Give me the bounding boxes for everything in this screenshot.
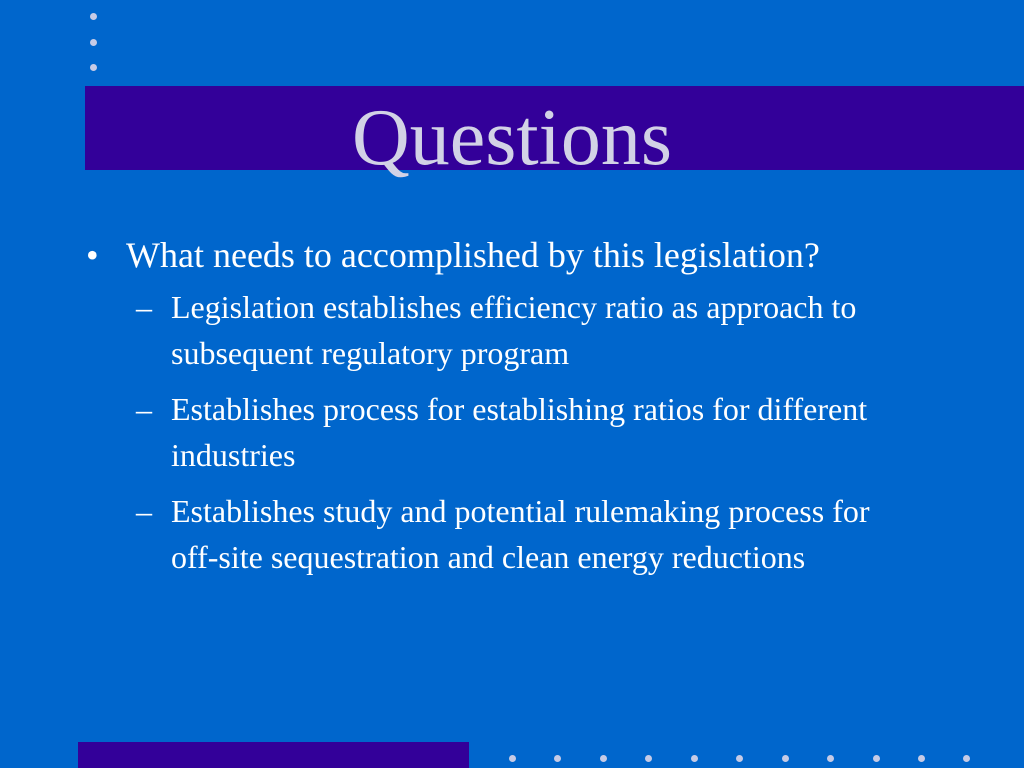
decor-dot-bottom-5 xyxy=(691,755,698,762)
decor-dot-bottom-2 xyxy=(554,755,561,762)
decor-dot-bottom-6 xyxy=(736,755,743,762)
decor-dot-bottom-3 xyxy=(600,755,607,762)
decor-dot-bottom-11 xyxy=(963,755,970,762)
decor-dot-top-2 xyxy=(90,39,97,46)
sub-bullet-text: Legislation establishes efficiency ratio as approach to subsequent regulatory program xyxy=(171,289,857,371)
bullet-text: What needs to accomplished by this legislation? xyxy=(126,235,820,275)
sub-bullet-item xyxy=(86,488,916,580)
sub-bullet-text: Establishes process for establishing ratios for different industries xyxy=(171,391,868,473)
decor-dot-bottom-9 xyxy=(873,755,880,762)
sub-bullet-marker: – xyxy=(136,289,152,325)
bottom-band xyxy=(78,742,469,768)
slide-title: Questions xyxy=(352,94,672,182)
sub-bullet-text: Establishes study and potential rulemaking process for off-site sequestration and clean energy reductions xyxy=(171,493,870,575)
sub-bullet-marker: – xyxy=(136,391,152,427)
bullet-item xyxy=(86,232,916,278)
decor-dot-bottom-8 xyxy=(827,755,834,762)
slide-body xyxy=(86,232,916,590)
decor-dot-bottom-7 xyxy=(782,755,789,762)
sub-bullet-item xyxy=(86,284,916,376)
decor-dot-bottom-10 xyxy=(918,755,925,762)
bullet-marker: • xyxy=(86,235,99,275)
sub-bullet-item xyxy=(86,386,916,478)
decor-dot-top-3 xyxy=(90,64,97,71)
decor-dot-bottom-4 xyxy=(645,755,652,762)
decor-dot-bottom-1 xyxy=(509,755,516,762)
decor-dot-top-1 xyxy=(90,13,97,20)
sub-bullet-marker: – xyxy=(136,493,152,529)
